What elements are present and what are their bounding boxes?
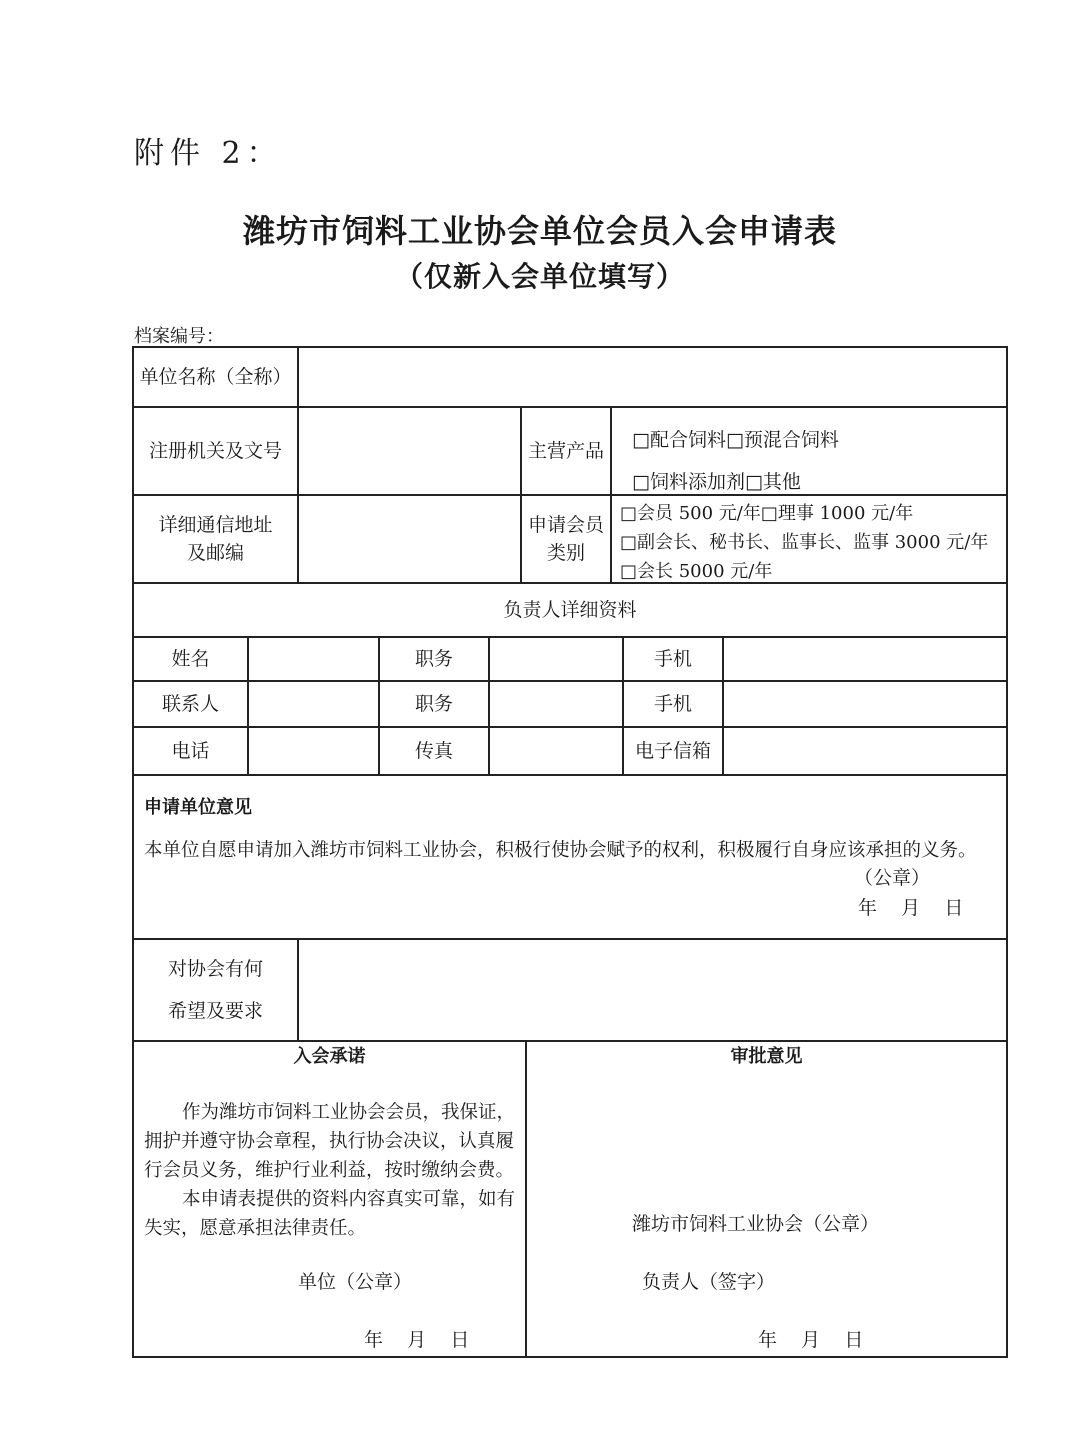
pledge-unit-seal: 单位（公章） [298, 1271, 413, 1293]
contact-mobile-field[interactable] [724, 682, 1006, 726]
fax-label: 传真 [414, 740, 453, 762]
approval-signature: 负责人（签字） [642, 1271, 776, 1293]
email-field[interactable] [724, 728, 1006, 774]
file-number-label: 档案编号： [134, 326, 224, 347]
product-options-line-1[interactable]: □配合饲料□预混合饲料 [632, 429, 839, 451]
contact-field[interactable] [249, 682, 378, 726]
opinion-title: 申请单位意见 [144, 797, 252, 818]
form-subtitle: （仅新入会单位填写） [394, 260, 685, 293]
opinion-text: 本单位自愿申请加入潍坊市饲料工业协会，积极行使协会赋予的权利，积极履行自身应该承担的义务。 [144, 840, 977, 861]
fax-field[interactable] [490, 728, 622, 774]
contact-label: 联系人 [161, 693, 219, 715]
leader-section-title: 负责人详细资料 [503, 599, 637, 621]
unit-name-field[interactable] [299, 348, 1006, 406]
approval-date: 年 月 日 [758, 1329, 864, 1351]
hope-label-line-2: 希望及要求 [167, 1000, 263, 1022]
member-type-option-2[interactable]: □副会长、秘书长、监事长、监事 3000 元/年 [620, 532, 989, 553]
main-product-label: 主营产品 [527, 440, 604, 462]
address-label-line-1: 详细通信地址 [158, 514, 273, 536]
contact-mobile-label: 手机 [653, 693, 692, 715]
name-field[interactable] [249, 638, 378, 680]
contact-duty-field[interactable] [490, 682, 622, 726]
opinion-date: 年 月 日 [858, 897, 964, 919]
address-label [134, 496, 297, 582]
tel-label: 电话 [171, 740, 210, 762]
address-label-line-2: 及邮编 [186, 542, 244, 564]
approval-title: 审批意见 [730, 1046, 803, 1067]
pledge-text-2: 本申请表提供的资料内容真实可靠，如有失实，愿意承担法律责任。 [144, 1189, 516, 1239]
member-type-option-3[interactable]: □会长 5000 元/年 [620, 561, 773, 582]
member-type-label-line-2: 类别 [546, 542, 585, 564]
product-options-line-2[interactable]: □饲料添加剂□其他 [632, 471, 801, 493]
pledge-date: 年 月 日 [364, 1329, 470, 1351]
email-label: 电子信箱 [634, 740, 711, 762]
duty-label: 职务 [414, 648, 453, 670]
mobile-label: 手机 [653, 648, 692, 670]
unit-name-label: 单位名称（全称） [139, 366, 292, 388]
attachment-label: 附件 2： [134, 136, 283, 171]
pledge-title: 入会承诺 [293, 1046, 366, 1067]
tel-field[interactable] [249, 728, 378, 774]
pledge-text-1: 作为潍坊市饲料工业协会会员，我保证，拥护并遵守协会章程，执行协会决议，认真履行会员义务，维护行业利益，按时缴纳会费。 [144, 1102, 516, 1181]
contact-duty-label: 职务 [414, 693, 453, 715]
approval-org-seal: 潍坊市饲料工业协会（公章） [632, 1213, 880, 1235]
application-form-table [132, 346, 1008, 1358]
mobile-field[interactable] [724, 638, 1006, 680]
address-field[interactable] [299, 496, 520, 582]
member-type-label [522, 496, 610, 582]
member-type-option-1[interactable]: □会员 500 元/年□理事 1000 元/年 [620, 503, 914, 524]
registration-field[interactable] [299, 408, 520, 494]
name-label: 姓名 [171, 648, 210, 670]
registration-label: 注册机关及文号 [148, 440, 282, 462]
form-title: 潍坊市饲料工业协会单位会员入会申请表 [242, 212, 837, 250]
hope-label-line-1: 对协会有何 [167, 958, 263, 980]
hope-label [134, 940, 297, 1040]
member-type-label-line-1: 申请会员 [527, 514, 604, 536]
duty-field[interactable] [490, 638, 622, 680]
hope-field[interactable] [299, 940, 1006, 1040]
opinion-seal: （公章） [854, 867, 931, 889]
